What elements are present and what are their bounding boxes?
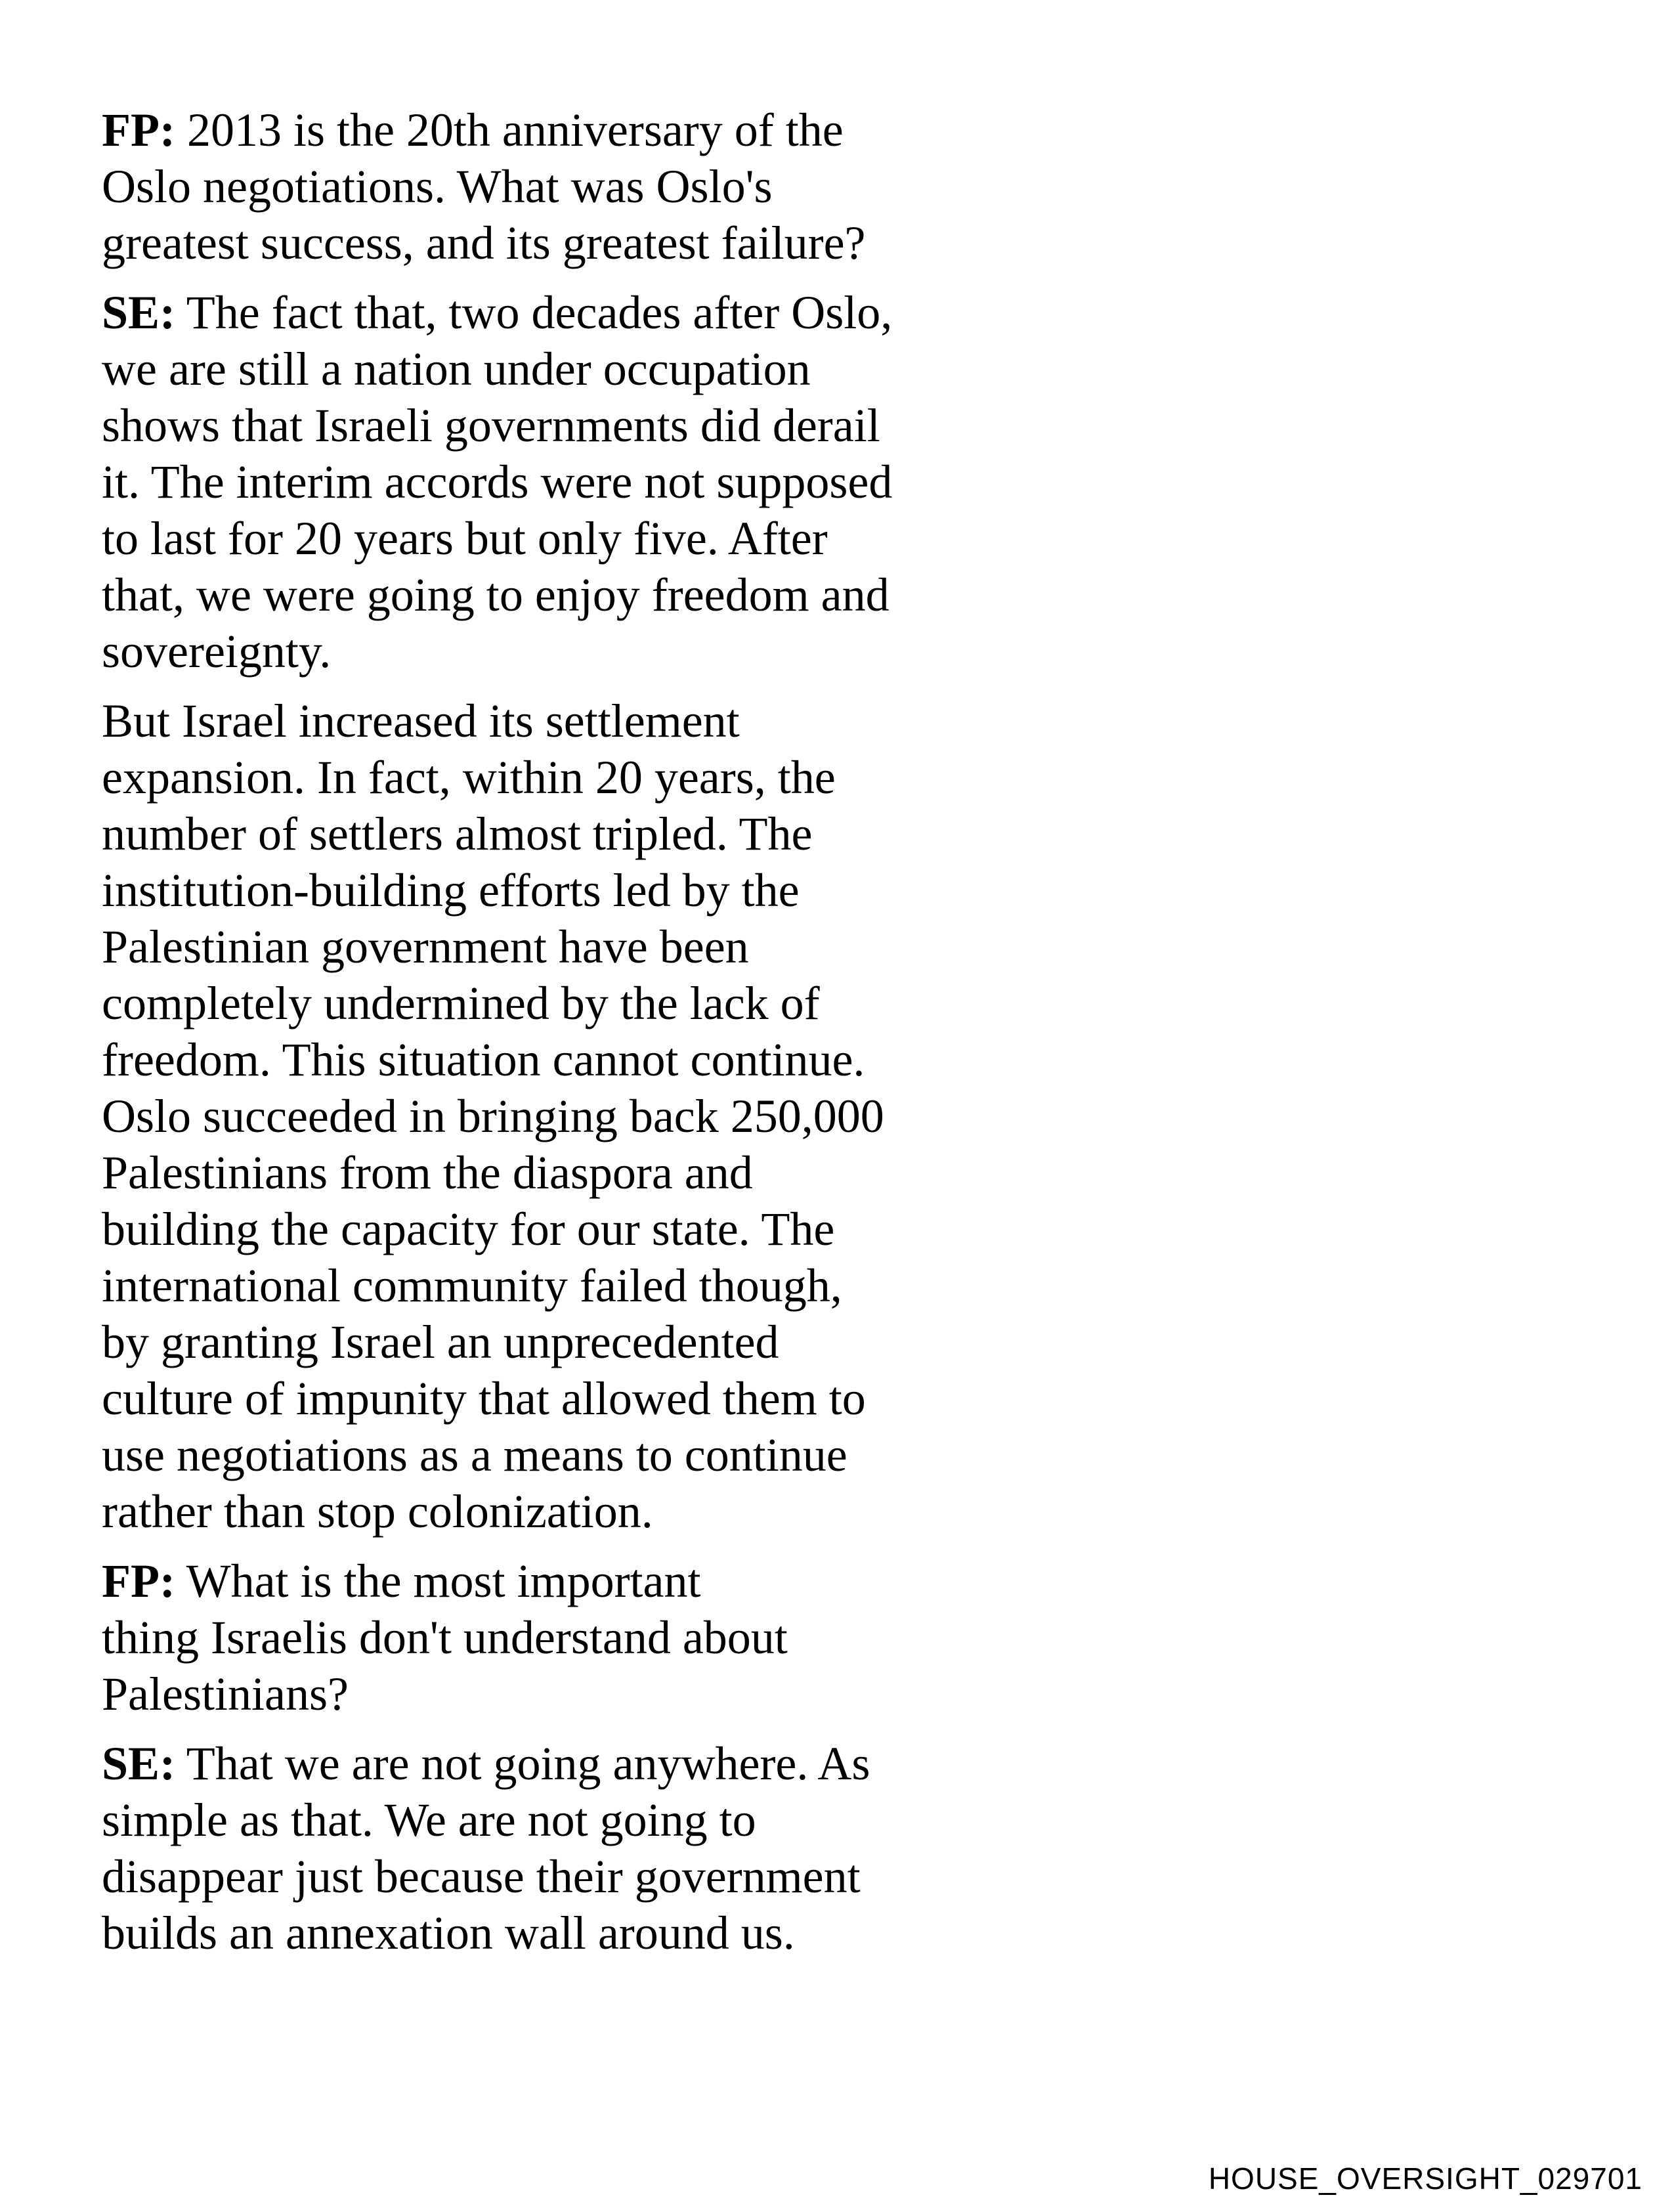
text-line: That we are not going anywhere. As [186,1737,870,1790]
text-line: Palestinian government have been [102,921,749,973]
speaker-label: SE: [102,1737,176,1790]
text-line: Palestinians from the diaspora and [102,1146,753,1199]
paragraph-fp-question-oslo [102,102,975,271]
text-line: 2013 is the 20th anniversary of the [186,104,844,156]
speaker-label: SE: [102,286,176,339]
text-line: that, we were going to enjoy freedom and [102,569,890,621]
text-line: shows that Israeli governments did derail [102,399,880,452]
text-line: we are still a nation under occupation [102,343,811,395]
text-line: expansion. In fact, within 20 years, the [102,751,836,804]
paragraph-se-answer-israelis [102,1735,975,1961]
text-line: The fact that, two decades after Oslo, [186,286,893,339]
paragraph-fp-question-israelis [102,1553,975,1722]
text-line: use negotiations as a means to continue [102,1429,848,1481]
paragraph-se-answer-continued [102,693,975,1540]
text-line: rather than stop colonization. [102,1485,653,1538]
bates-number-footer: HOUSE_OVERSIGHT_029701 [1208,2161,1642,2196]
text-line: completely undermined by the lack of [102,977,820,1030]
text-line: building the capacity for our state. The [102,1203,835,1255]
text-line: greatest success, and its greatest failure? [102,217,866,269]
text-line: Palestinians? [102,1668,349,1720]
text-line: simple as that. We are not going to [102,1794,756,1846]
text-line: to last for 20 years but only five. After [102,512,828,565]
text-line: Oslo succeeded in bringing back 250,000 [102,1090,884,1142]
text-line: sovereignty. [102,625,332,678]
speaker-label: FP: [102,1555,175,1607]
text-line: by granting Israel an unprecedented [102,1316,779,1368]
text-line: international community failed though, [102,1259,842,1312]
paragraph-se-answer-oslo [102,284,975,680]
speaker-label: FP: [102,104,175,156]
text-line: Oslo negotiations. What was Oslo's [102,160,773,213]
text-line: culture of impunity that allowed them to [102,1372,866,1425]
text-line: What is the most important [186,1555,701,1607]
text-line: disappear just because their government [102,1850,861,1903]
text-line: freedom. This situation cannot continue. [102,1033,865,1086]
text-line: institution-building efforts led by the [102,864,800,917]
text-line: But Israel increased its settlement [102,695,740,747]
text-line: builds an annexation wall around us. [102,1907,795,1959]
text-line: it. The interim accords were not supposed [102,456,893,508]
text-line: number of settlers almost tripled. The [102,808,813,860]
text-line: thing Israelis don't understand about [102,1611,788,1664]
interview-text-column [102,102,975,1974]
